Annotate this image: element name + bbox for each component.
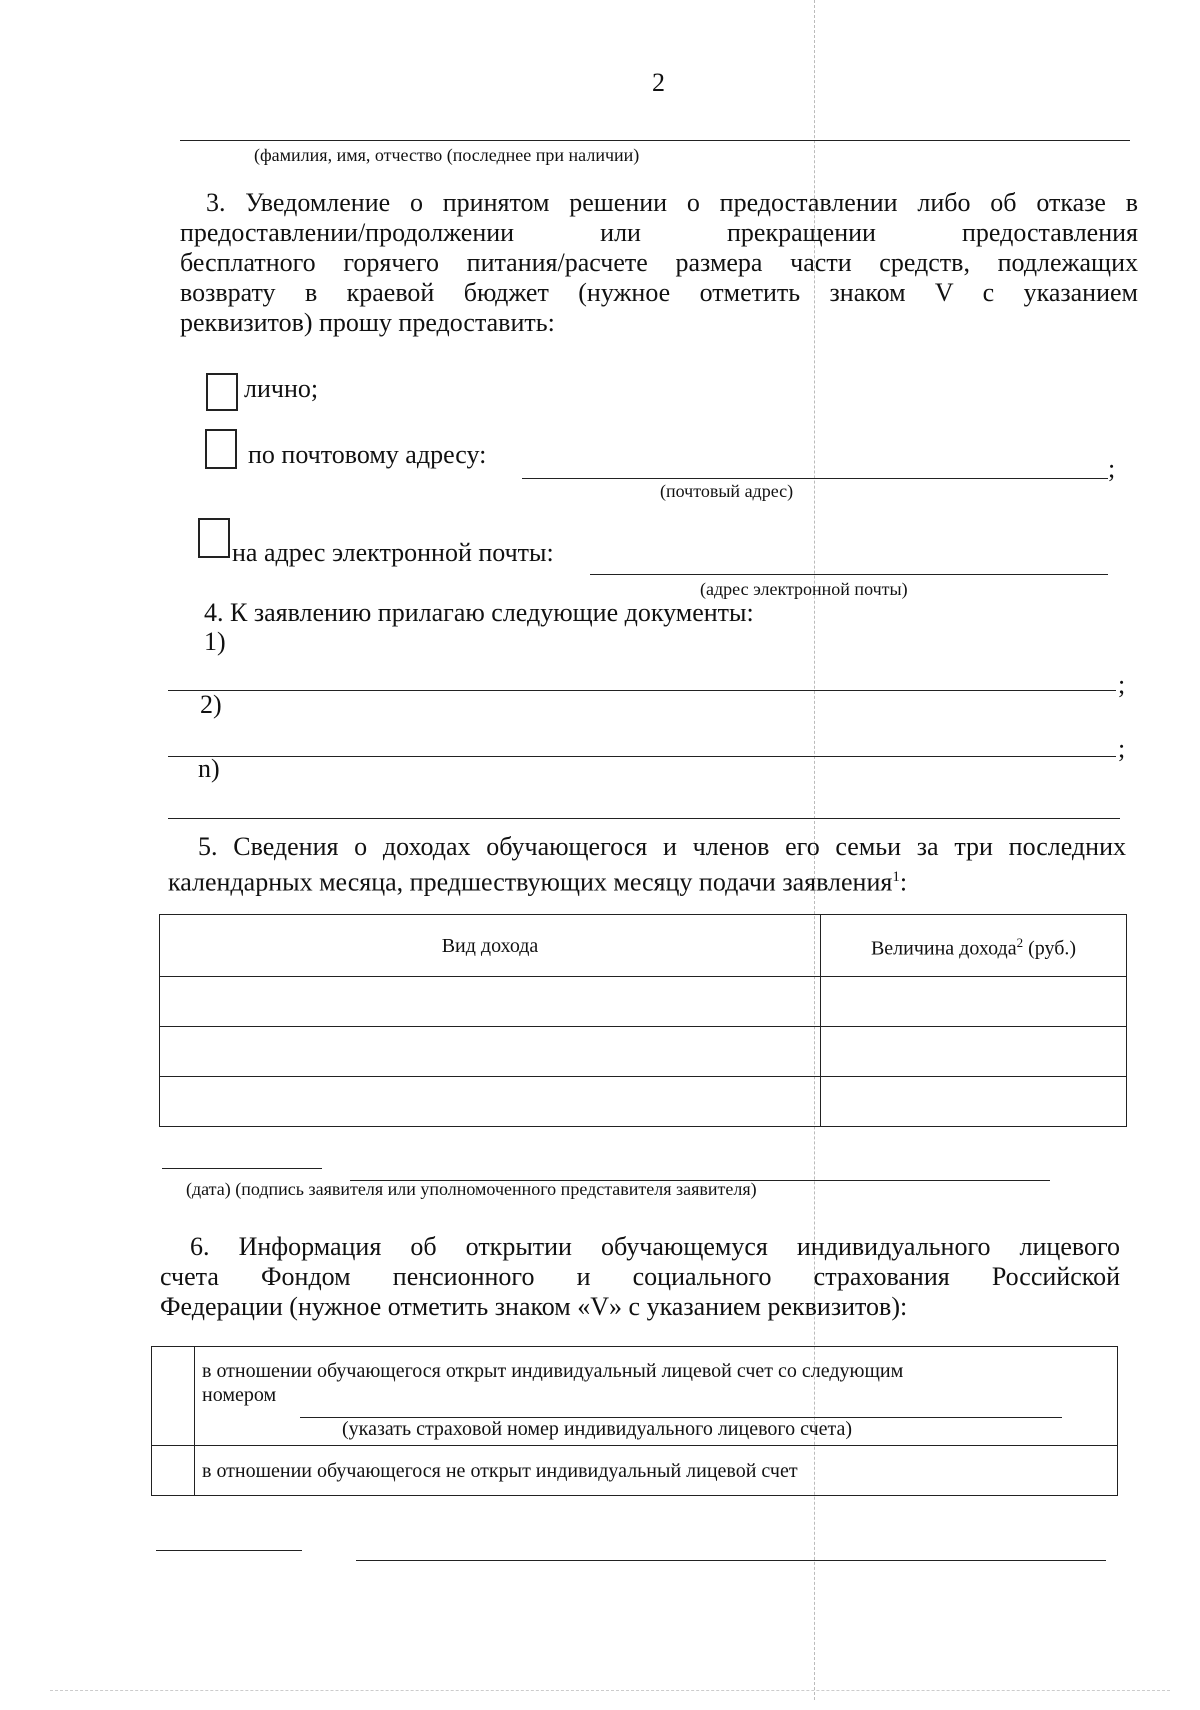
document-item-2-line[interactable] (168, 756, 1116, 757)
postal-address-line[interactable] (522, 478, 1108, 479)
section5-line-2-suffix: : (899, 867, 908, 897)
section6-line-1: 6. Информация об открытии обучающемуся индивидуального лицевого (190, 1232, 1120, 1261)
fio-line (180, 140, 1130, 141)
email-checkbox[interactable] (198, 518, 230, 558)
account-not-open-checkbox[interactable] (152, 1445, 194, 1495)
income-table-header (160, 915, 1127, 977)
signature-caption: (дата) (подпись заявителя или уполномоченного представителя заявителя) (186, 1179, 757, 1199)
table-row (160, 1077, 1127, 1127)
section6-line-3: Федерации (нужное отметить знаком «V» с указанием реквизитов): (160, 1292, 908, 1321)
bottom-signature-line[interactable] (356, 1560, 1106, 1561)
income-amount-header-prefix: Величина дохода (870, 937, 1017, 960)
document-item-2-end: ; (1118, 734, 1126, 763)
postal-caption: (почтовый адрес) (660, 481, 794, 501)
section3-line-4: возврату в краевой бюджет (нужное отметить знаком V с указанием (180, 278, 1138, 307)
page-number: 2 (652, 68, 665, 97)
section3-line-5: реквизитов) прошу предоставить: (180, 308, 555, 337)
income-kind-cell[interactable] (160, 1027, 821, 1077)
email-label: на адрес электронной почты: (232, 538, 554, 567)
personal-checkbox[interactable] (206, 373, 238, 411)
document-item-n-label: n) (198, 754, 220, 783)
account-open-text (202, 1359, 1107, 1407)
table-row (160, 977, 1127, 1027)
postal-line-end: ; (1108, 454, 1116, 483)
income-kind-cell[interactable] (160, 1077, 821, 1127)
footnote-2-mark: 2 (1016, 934, 1024, 950)
income-kind-header (160, 915, 821, 977)
account-table (151, 1346, 1118, 1496)
account-table-divider (194, 1347, 195, 1495)
scan-bottom-edge (50, 1690, 1170, 1691)
section6-line-2: счета Фондом пенсионного и социального страхования Российской (160, 1262, 1120, 1291)
section3-text (180, 188, 1138, 338)
document-item-1-label: 1) (204, 627, 226, 656)
email-caption: (адрес электронной почты) (700, 579, 908, 599)
section5-text (168, 832, 1126, 898)
personal-label: лично; (244, 374, 319, 403)
section5-line-1: 5. Сведения о доходах обучающегося и членов его семьи за три последних (198, 832, 1126, 861)
document-item-2-label: 2) (200, 690, 222, 719)
income-amount-cell[interactable] (821, 977, 1127, 1027)
income-kind-cell[interactable] (160, 977, 821, 1027)
income-amount-header-suffix: (руб.) (1023, 937, 1077, 960)
account-open-line-1: в отношении обучающегося открыт индивидуальный лицевой счет со следующим (202, 1360, 904, 1382)
section6-text (160, 1232, 1120, 1322)
account-number-caption: (указать страховой номер индивидуального лицевого счета) (342, 1418, 853, 1440)
income-amount-cell[interactable] (821, 1027, 1127, 1077)
section5-line-2 (168, 862, 1126, 898)
account-not-open-text: в отношении обучающегося не открыт индивидуальный лицевой счет (202, 1460, 798, 1482)
income-table (159, 914, 1127, 1127)
fio-caption: (фамилия, имя, отчество (последнее при наличии) (254, 145, 640, 165)
document-item-1-end: ; (1118, 670, 1126, 699)
email-line[interactable] (590, 574, 1108, 575)
document-item-n-line[interactable] (168, 818, 1120, 819)
account-table-row-separator (152, 1445, 1117, 1446)
section4-title: 4. К заявлению прилагаю следующие документы: (204, 598, 754, 627)
account-open-line-2 (202, 1383, 1107, 1407)
account-open-checkbox[interactable] (152, 1347, 194, 1445)
section3-line-2: предоставлении/продолжении или прекращении предоставления (180, 218, 1138, 247)
account-number-label: номером (202, 1384, 277, 1406)
income-amount-cell[interactable] (821, 1077, 1127, 1127)
postal-checkbox[interactable] (205, 429, 237, 469)
income-amount-header (821, 915, 1127, 977)
table-row (160, 1027, 1127, 1077)
section3-line-3: бесплатного горячего питания/расчете размера части средств, подлежащих (180, 248, 1138, 277)
bottom-date-line[interactable] (156, 1550, 302, 1551)
section5-line-2-text: календарных месяца, предшествующих месяцу подачи заявления (168, 867, 893, 897)
postal-label: по почтовому адресу: (248, 440, 487, 469)
document-item-1-line[interactable] (168, 690, 1116, 691)
income-kind-header-text: Вид дохода (441, 934, 539, 957)
footnote-1-mark: 1 (892, 869, 900, 885)
date-line[interactable] (162, 1168, 322, 1169)
section3-line-1: 3. Уведомление о принятом решении о предоставлении либо об отказе в (206, 188, 1138, 217)
